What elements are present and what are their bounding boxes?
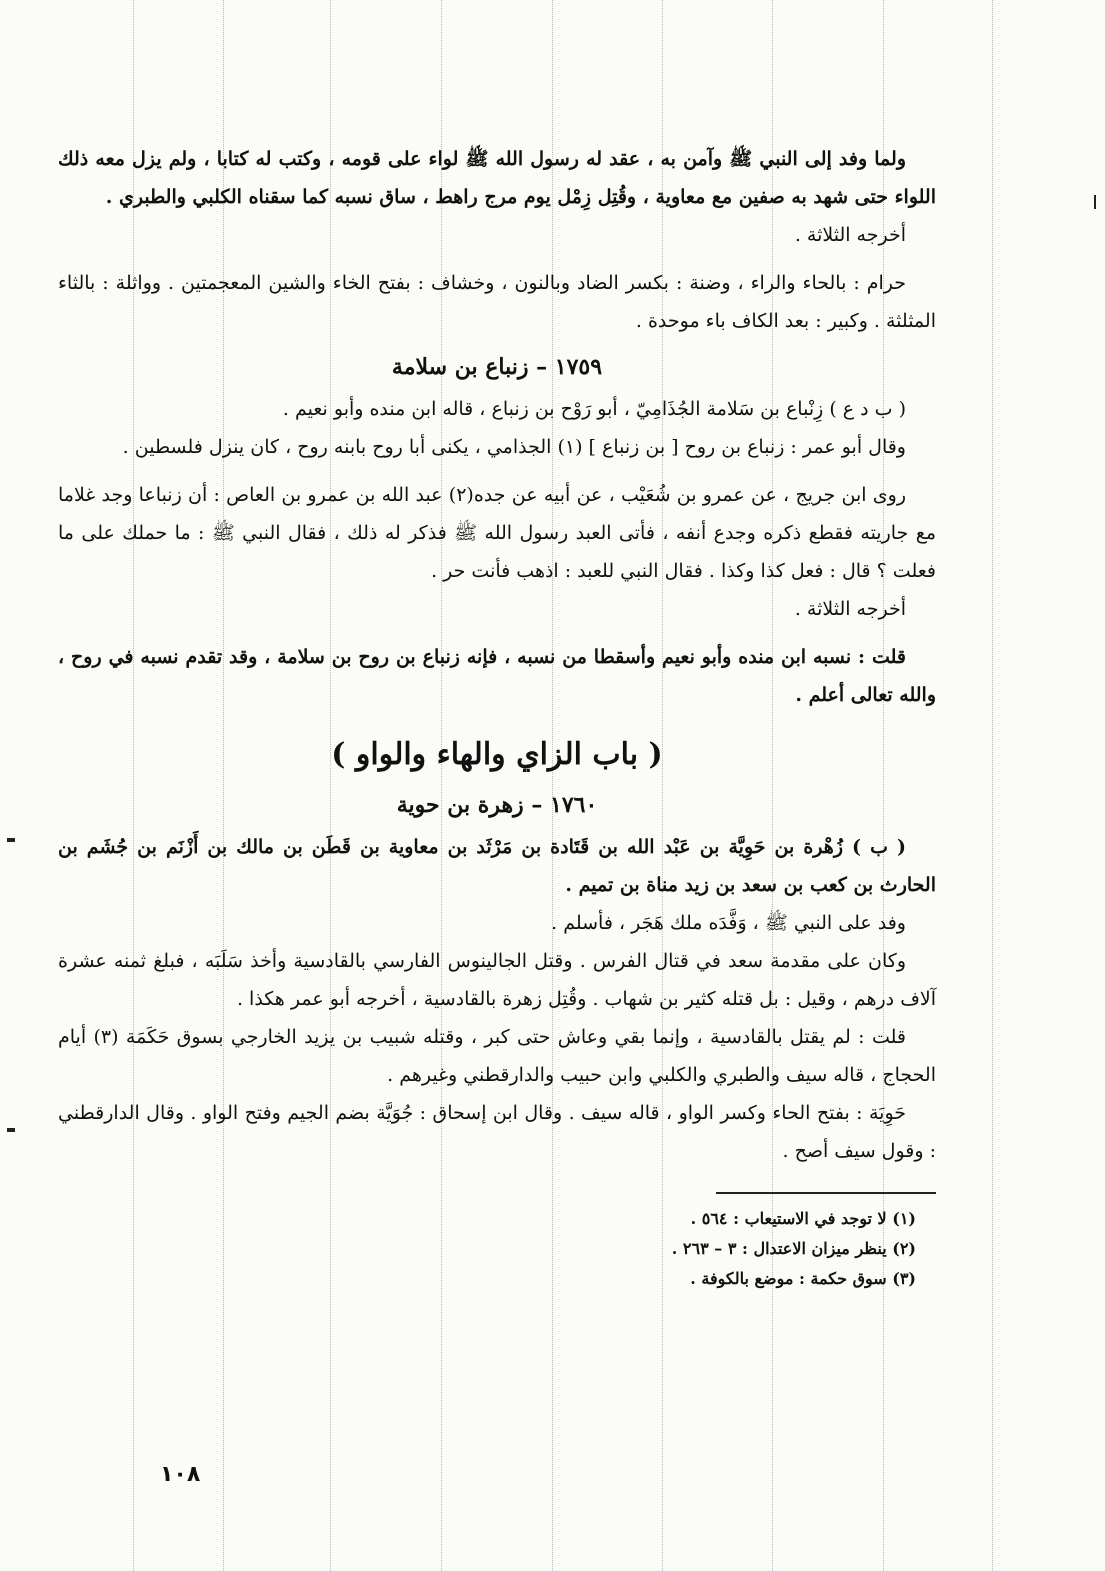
paragraph: ( ب د ع ) زِنْباع بن سَلامة الجُذَامِيّ ، أبو رَوْح بن زنباع ، قاله ابن منده وأبو نعيم . (282, 398, 906, 420)
paragraph: روى ابن جريج ، عن عمرو بن شُعَيْب ، عن أبيه عن جده(٢) عبد الله بن عمرو بن العاص : أن زنباعا وجد غلاما مع جاريته فقطع ذكره وجدع أنفه ، فأتى العبد رسول الله ﷺ فذكر له ذلك ، فقال النبي ﷺ : ما حملك على ما فعلت ؟ قال : فعل كذا وكذا . فقال النبي للعبد : اذهب فأنت حر . (58, 484, 936, 582)
footnote-rule (716, 1192, 936, 1194)
entry-heading-1760: ١٧٦٠ – زهرة بن حوية (396, 792, 598, 818)
paragraph: وفد على النبي ﷺ ، وَفَّدَه ملك هَجَر ، فأسلم . (551, 912, 906, 934)
margin-mark (7, 1128, 15, 1132)
page-body (58, 140, 936, 1294)
paragraph: ( ب ) زُهْرة بن حَوِيَّة بن عَبْد الله بن قَتَادة بن مَرْثَد بن معاوية بن قَطَن بن مالك بن أَزْنَم بن جُشَم بن الحارث بن كعب بن سعد بن زيد مناة بن تميم . (58, 836, 936, 896)
paragraph: وكان على مقدمة سعد في قتال الفرس . وقتل الجالينوس الفارسي بالقادسية وأخذ سَلَبَه ، فبلغ ثمنه عشرة آلاف درهم ، وقيل : بل قتله كثير بن شهاب . وقُتِل زهرة بالقادسية ، أخرجه أبو عمر هكذا . (58, 950, 936, 1010)
paragraph: أخرجه الثلاثة . (794, 224, 906, 246)
paragraph: أخرجه الثلاثة . (794, 598, 906, 620)
margin-mark (7, 838, 15, 842)
entry-heading-1759: ١٧٥٩ – زنباع بن سلامة (391, 354, 603, 380)
footnote: (٣) سوق حكمة : موضع بالكوفة . (690, 1269, 916, 1288)
chapter-title: ( باب الزاي والهاء والواو ) (331, 737, 663, 772)
paragraph: وقال أبو عمر : زنباع بن روح [ بن زنباع ] (١) الجذامي ، يكنى أبا روح بابنه روح ، كان ينزل فلسطين . (122, 436, 906, 458)
paragraph: حَوِيَة : بفتح الحاء وكسر الواو ، قاله سيف . وقال ابن إسحاق : جُوَيَّة بضم الجيم وفتح الواو . وقال الدارقطني : وقول سيف أصح . (58, 1102, 936, 1162)
footnote: (٢) ينظر ميزان الاعتدال : ٣ – ٢٦٣ . (671, 1239, 916, 1258)
page-number: ١٠٨ (160, 1462, 201, 1487)
paragraph: ولما وفد إلى النبي ﷺ وآمن به ، عقد له رسول الله ﷺ لواء على قومه ، وكتب له كتابا ، ولم يزل معه ذلك اللواء حتى شهد به صفين مع معاوية ، وقُتِل زِمْل يوم مرج راهط ، ساق نسبه كما سقناه الكلبي والطبري . (58, 148, 936, 208)
margin-mark (1094, 195, 1096, 209)
paragraph: قلت : نسبه ابن منده وأبو نعيم وأسقطا من نسبه ، فإنه زنباع بن روح بن سلامة ، وقد تقدم نسبه في روح ، والله تعالى أعلم . (58, 646, 936, 706)
footnote: (١) لا توجد في الاستيعاب : ٥٦٤ . (690, 1209, 916, 1228)
gloss-paragraph: حرام : بالحاء والراء ، وضنة : بكسر الضاد وبالنون ، وخشاف : بفتح الخاء والشين المعجمتين . وواثلة : بالثاء المثلثة . وكبير : بعد الكاف باء موحدة . (58, 272, 936, 332)
paragraph: قلت : لم يقتل بالقادسية ، وإنما بقي وعاش حتى كبر ، وقتله شبيب بن يزيد الخارجي بسوق حَكَمَة (٣) أيام الحجاج ، قاله سيف والطبري والكلبي وابن حبيب والدارقطني وغيرهم . (58, 1026, 936, 1086)
scan-guide-line (992, 0, 993, 1571)
